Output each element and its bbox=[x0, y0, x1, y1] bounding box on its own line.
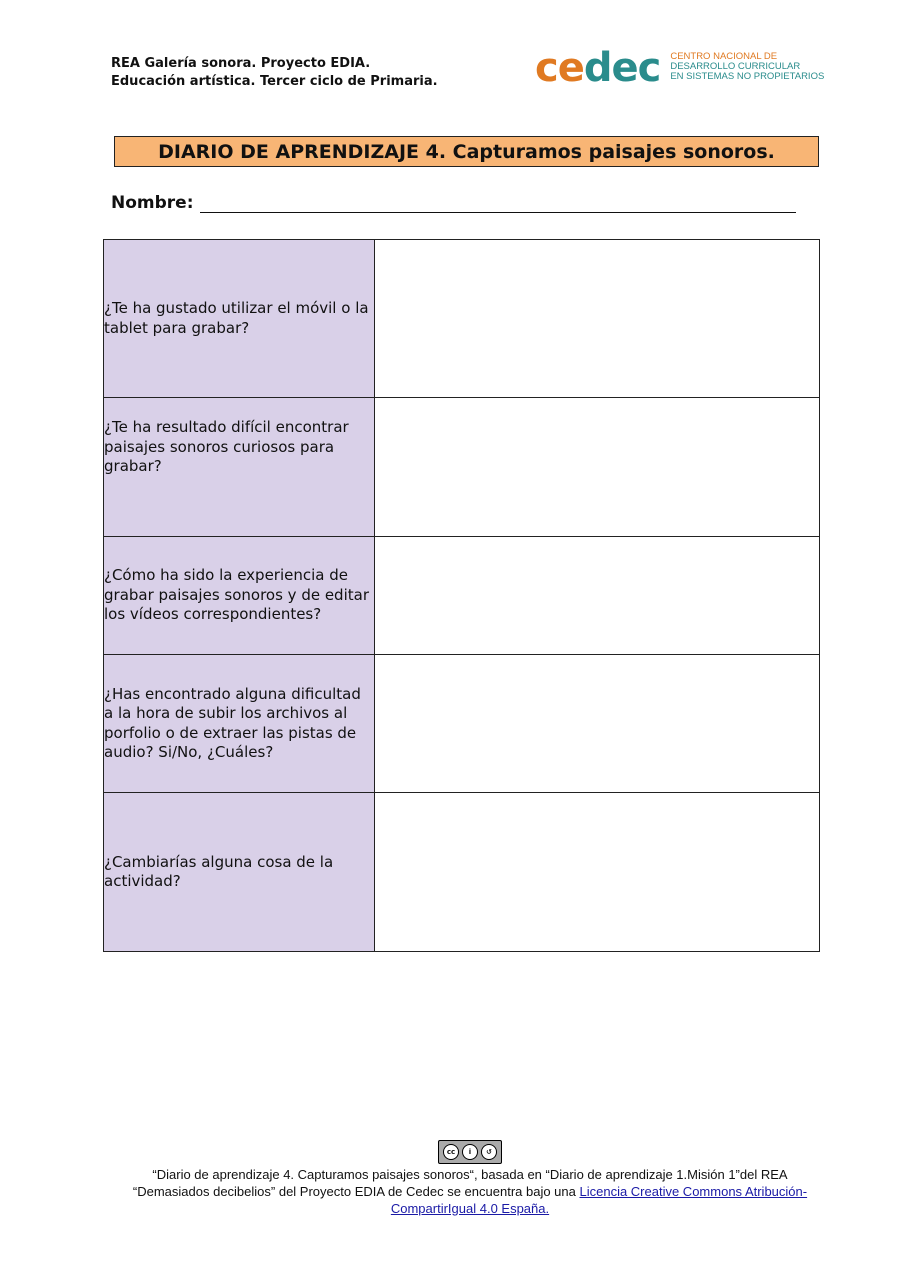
page-title: DIARIO DE APRENDIZAJE 4. Capturamos paisajes sonoros. bbox=[114, 136, 819, 167]
cedec-logo bbox=[535, 45, 825, 91]
answer-cell[interactable] bbox=[375, 655, 820, 793]
answer-cell[interactable] bbox=[375, 793, 820, 952]
question-cell: ¿Cambiarías alguna cosa de la actividad? bbox=[104, 793, 375, 952]
question-cell: ¿Cómo ha sido la experiencia de grabar paisajes sonoros y de editar los vídeos correspondientes? bbox=[104, 537, 375, 655]
name-field bbox=[111, 193, 796, 213]
answer-cell[interactable] bbox=[375, 398, 820, 537]
question-cell: ¿Te ha gustado utilizar el móvil o la tablet para grabar? bbox=[104, 240, 375, 398]
header-line-1: REA Galería sonora. Proyecto EDIA. bbox=[111, 56, 371, 71]
cc-icon: cc bbox=[443, 1144, 459, 1160]
diary-table bbox=[103, 239, 820, 952]
by-icon: i bbox=[462, 1144, 478, 1160]
sa-icon: ↺ bbox=[481, 1144, 497, 1160]
logo-wordmark: cedec bbox=[535, 45, 661, 91]
table-row bbox=[104, 793, 820, 952]
table-row bbox=[104, 655, 820, 793]
answer-cell[interactable] bbox=[375, 537, 820, 655]
document-header bbox=[111, 55, 438, 91]
table-row bbox=[104, 240, 820, 398]
cc-by-sa-icon[interactable] bbox=[438, 1140, 502, 1164]
name-blank-line[interactable] bbox=[200, 196, 796, 213]
header-line-2: Educación artística. Tercer ciclo de Primaria. bbox=[111, 74, 438, 89]
license-footer bbox=[120, 1140, 820, 1217]
license-link[interactable]: Licencia Creative Commons Atribución-CompartirIgual 4.0 España. bbox=[390, 1184, 808, 1216]
footer-text: “Diario de aprendizaje 4. Capturamos paisajes sonoros“, basada en “Diario de aprendizaje 1.Misión 1”del REA “Demasiados decibelios” del Proyecto EDIA de Cedec se encuentra bajo una bbox=[132, 1167, 788, 1199]
question-cell: ¿Te ha resultado difícil encontrar paisajes sonoros curiosos para grabar? bbox=[104, 398, 375, 537]
logo-subtitle: CENTRO NACIONAL DE DESARROLLO CURRICULAR EN SISTEMAS NO PROPIETARIOS bbox=[670, 51, 825, 82]
question-cell: ¿Has encontrado alguna dificultad a la hora de subir los archivos al porfolio o de extraer las pistas de audio? Si/No, ¿Cuáles? bbox=[104, 655, 375, 793]
name-label: Nombre: bbox=[111, 193, 194, 213]
table-row bbox=[104, 537, 820, 655]
answer-cell[interactable] bbox=[375, 240, 820, 398]
table-row bbox=[104, 398, 820, 537]
